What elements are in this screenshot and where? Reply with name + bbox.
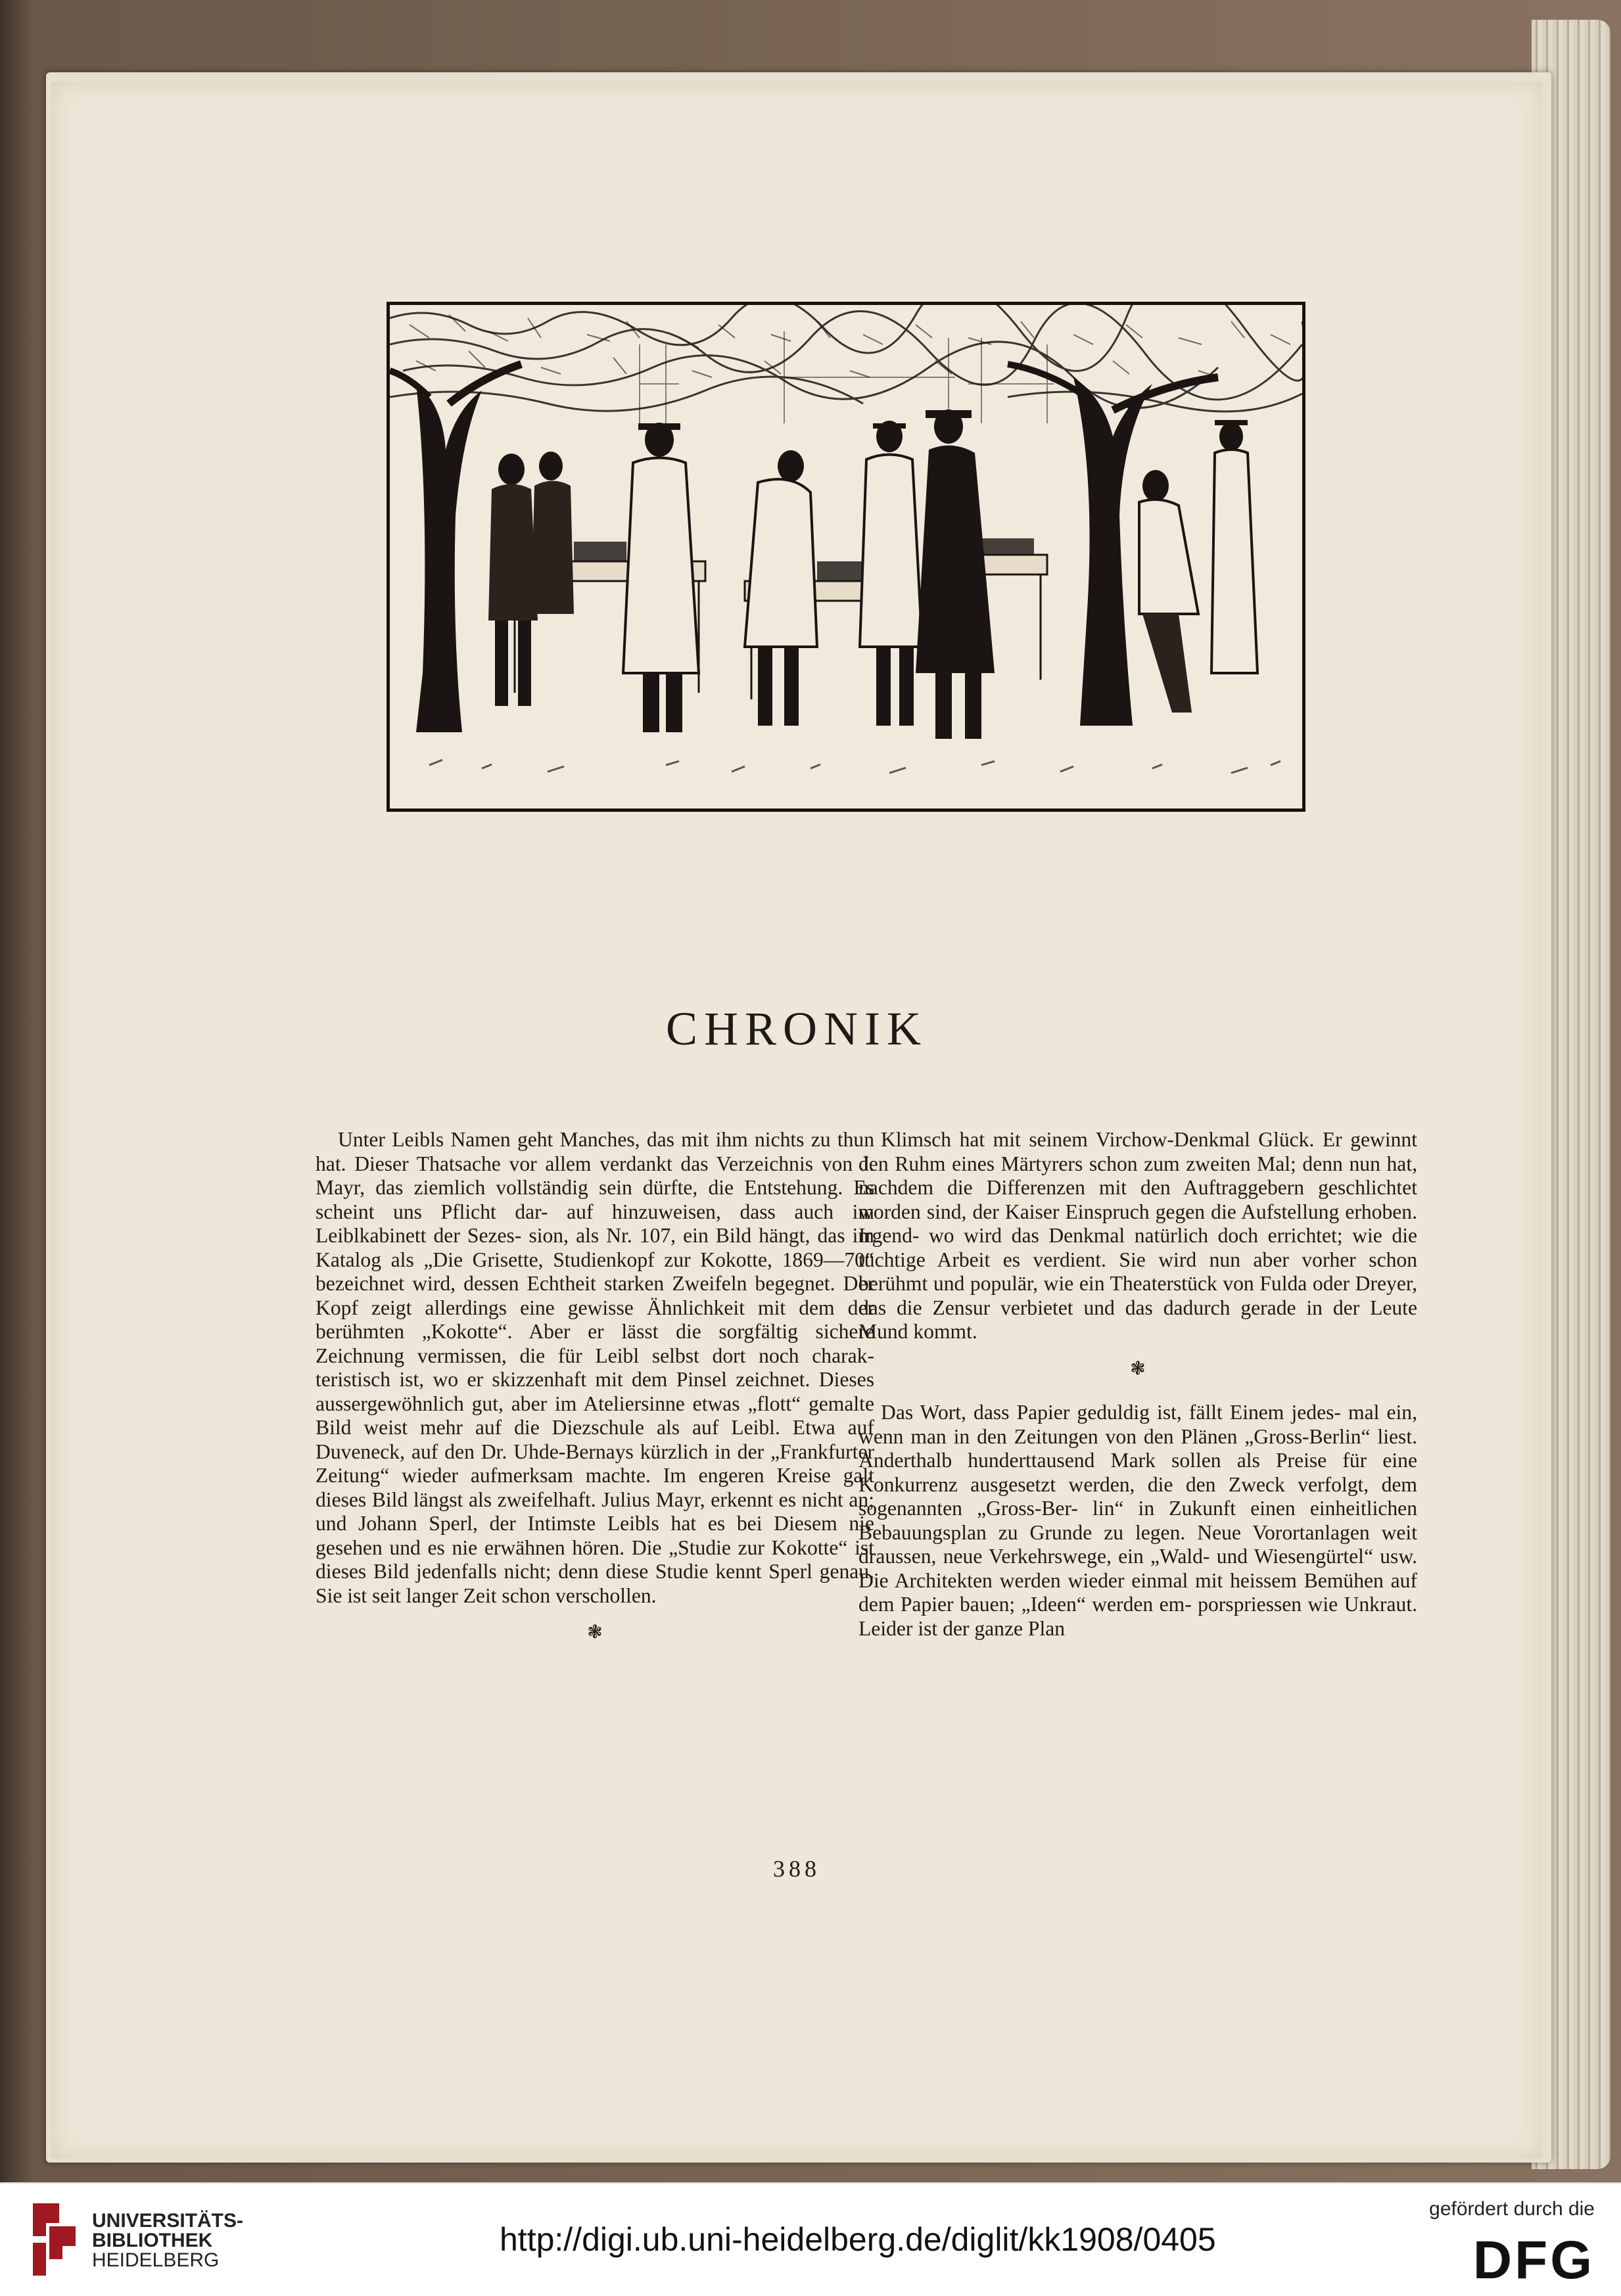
footer-bar [0,2182,1621,2296]
paragraph-leibl: Unter Leibls Namen geht Manches, das mit ihm nichts zu thun hat. Dieser Thatsache vor allem verdankt das Verzeichnis von J. Mayr, das ziemlich vollständig sein dürfte, die Entstehung. Es scheint uns Pflicht dar- auf hinzuweisen, dass auch im Leiblkabinett der Sezes- sion, als Nr. 107, ein Bild hängt, das im Katalog als „Die Grisette, Studienkopf zur Kokotte, 1869—70“ bezeichnet wird, dessen Echtheit starken Zweifeln begegnet. Der Kopf zeigt allerdings eine gewisse Ähnlichkeit mit dem der berühmten „Kokotte“. Aber er lässt die sorgfältig sichere Zeichnung vermissen, die für Leibl selbst dort noch charak- teristisch ist, wo er skizzenhaft mit dem Pinsel zeichnet. Dieses aussergewöhnlich gut, aber im Ateliersinne etwas „flott“ gemalte Bild weist mehr auf die Diezschule als auf Leibl. Etwa auf Duveneck, auf den Dr. Uhde-Bernays kürzlich in der „Frankfurter Zeitung“ wieder aufmerksam machte. Im engeren Kreise galt dieses Bild längst als zweifelhaft. Julius Mayr, erkennt es nicht an; und Johann Sperl, der Intimste Leibls hat es bei Diesem nie gesehen und es nie erwähnen hören. Die „Studie zur Kokotte“ ist dieses Bild jedenfalls nicht; denn diese Studie kennt Sperl genau. Sie ist seit langer Zeit schon verschollen. [316,1128,874,1607]
right-column [858,1128,1417,1641]
dfg-logo: DFG [1472,2230,1595,2290]
library-line-3: HEIDELBERG [92,2249,220,2271]
page-number: 388 [773,1856,820,1882]
ub-heidelberg-logo-icon [20,2197,85,2282]
section-ornament: ❃ [587,1622,603,1643]
library-name [92,2211,243,2270]
book-page [51,82,1542,2159]
illustration-drawing [390,305,1302,808]
book-stall-illustration [387,302,1305,812]
page-heading: CHRONIK [665,1002,928,1055]
library-line-1: UNIVERSITÄTS- [92,2210,244,2232]
funded-by-label: gefördert durch die [1429,2198,1595,2220]
left-column [316,1128,874,1665]
paragraph-gross-berlin: Das Wort, dass Papier geduldig ist, fällt Einem jedes- mal ein, wenn man in den Zeitungen von den Plänen „Gross-Berlin“ liest. Anderthalb hunderttausend Mark sollen als Preise für eine Konkurrenz ausgesetzt werden, die den Zweck verfolgt, dem sogenannten „Gross-Ber- lin“ in Zukunft einen einheitlichen Bebauungsplan zu Grunde zu legen. Neue Vorortanlagen weit draussen, neue Verkehrswege, ein „Wald- und Wiesengürtel“ usw. Die Architekten werden wieder einmal mit heissem Bemühen auf dem Papier bauen; „Ideen“ werden em- porspriessen wie Unkraut. Leider ist der ganze Plan [858,1401,1417,1640]
paragraph-klimsch: Klimsch hat mit seinem Virchow-Denkmal Glück. Er gewinnt den Ruhm eines Märtyrers schon zum zweiten Mal; denn nun hat, nachdem die Differenzen mit den Auftraggebern geschlichtet worden sind, der Kaiser Einspruch gegen die Aufstellung erhoben. Irgend- wo wird das Denkmal natürlich doch errichtet; wie die tüchtige Arbeit es verdient. Sie wird nun aber vorher schon berühmt und populär, wie ein Theaterstück von Fulda oder Dreyer, das die Zensur verbietet und das dadurch gerade in der Leute Mund kommt. [858,1128,1417,1343]
permalink-url[interactable]: http://digi.ub.uni-heidelberg.de/diglit/kk1908/0405 [500,2221,1216,2258]
section-ornament: ❃ [1130,1358,1146,1379]
library-line-2: BIBLIOTHEK [92,2230,213,2251]
